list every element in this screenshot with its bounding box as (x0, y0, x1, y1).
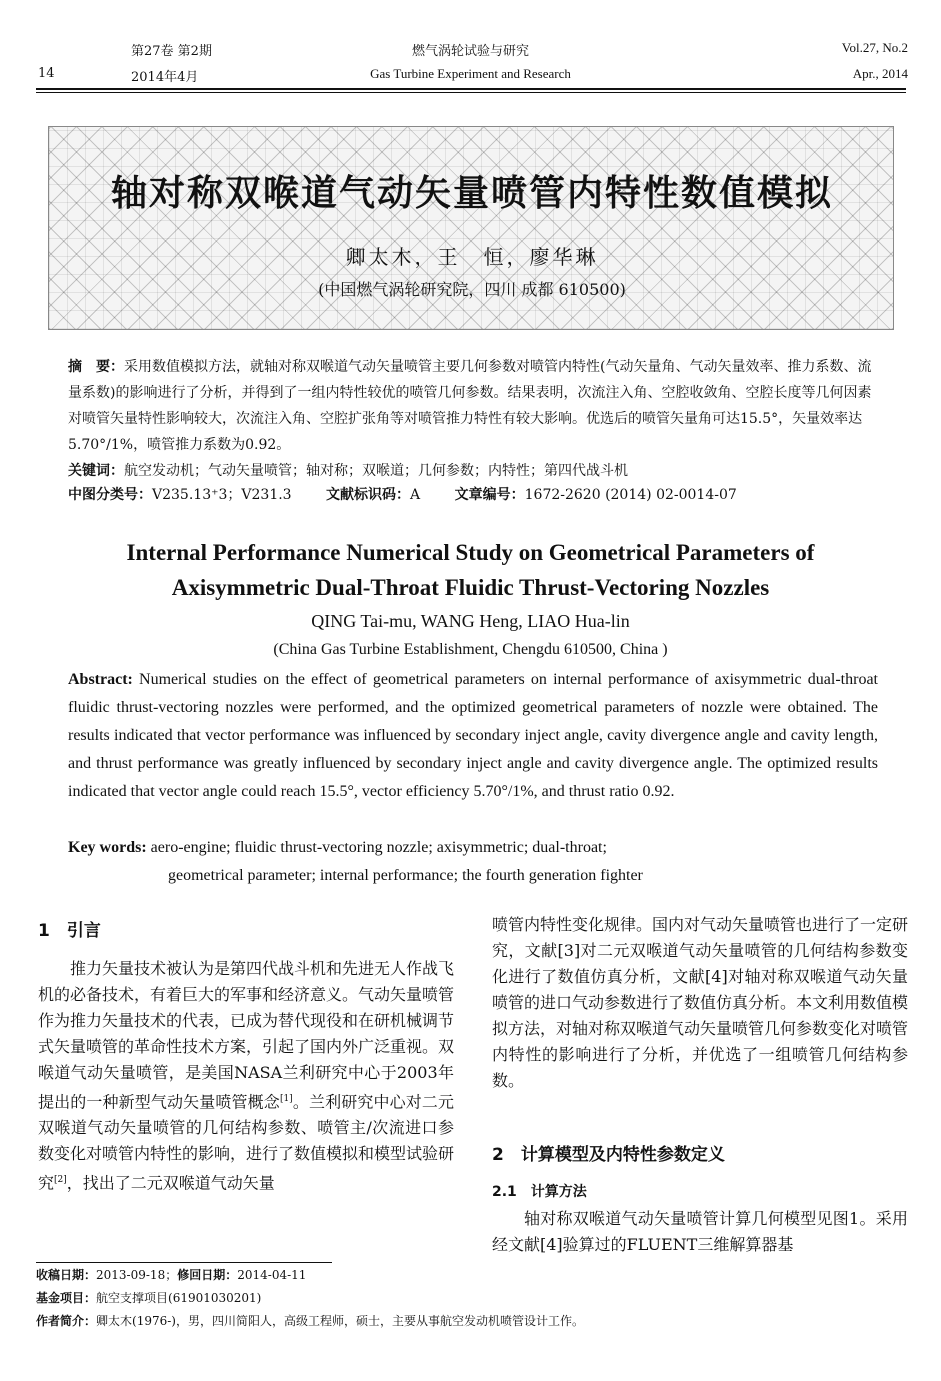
method-paragraph: 轴对称双喉道气动矢量喷管计算几何模型见图1。采用经文献[4]验算过的FLUENT三维解算器基 (492, 1209, 908, 1254)
header-rule (36, 88, 906, 90)
authors-cn: 卿太木，王 恒，廖华琳 (345, 245, 599, 269)
abstract-cn-text: 采用数值模拟方法，就轴对称双喉道气动矢量喷管主要几何参数对喷管内特性(气动矢量角、气动矢量效率、推力系数、流量系数)的影响进行了分析，并得到了一组内特性较优的喷管几何参数。结果表明，次流注入角、空腔收敛角、空腔长度等几何因素对喷管矢量特性影响较大，次流注入角、空腔扩张角等对喷管推力特性有较大影响。优选后的喷管矢量角可达15.5°，矢量效率达5.70°/1%，喷管推力系数为0.92。 (68, 359, 872, 453)
article-title-en-line2: Axisymmetric Dual-Throat Fluidic Thrust-Vectoring Nozzles (171, 575, 770, 600)
volume-issue-en: Vol.27, No.2 (841, 40, 908, 55)
keywords-en-line1: aero-engine; fluidic thrust-vectoring nozzle; axisymmetric; dual-throat; (150, 839, 607, 856)
revised-label: 修回日期： (177, 1268, 238, 1282)
article-number-value: 1672-2620 (2014) 02-0014-07 (524, 487, 737, 503)
bio-label: 作者简介： (36, 1314, 97, 1328)
classification-row (68, 484, 767, 504)
footnote-dates: 收稿日期：2013-09-18；修回日期：2014-04-11 (36, 1268, 307, 1282)
volume-issue-cn: 第27卷 第2期 (131, 44, 212, 59)
intro-text-b: 。兰利研究中心对二元双喉道气动矢量喷管的几何结构参数、喷管主/次流进口参数变化对喷管内特性的影响，进行了数值模拟和模型试验研究 (38, 1092, 455, 1193)
intro-text-c: ，找出了二元双喉道气动矢量 (66, 1173, 275, 1193)
abstract-cn (68, 354, 883, 458)
article-title-en-line1: Internal Performance Numerical Study on Geometrical Parameters of (126, 540, 815, 565)
abstract-cn-label: 摘 要： (68, 359, 124, 375)
date-cn: 2014年4月 (131, 70, 199, 85)
footnote-bio (36, 1312, 584, 1329)
keywords-en-line2: geometrical parameter; internal performance; the fourth generation fighter (168, 867, 643, 884)
header-rule-thin (36, 92, 906, 93)
section-heading-intro: 1 引言 (38, 921, 101, 941)
title-box (48, 126, 894, 330)
abstract-en-label: Abstract (68, 671, 128, 688)
subsection-heading-method: 2.1 计算方法 (492, 1184, 587, 1200)
received-label: 收稿日期： (36, 1268, 97, 1282)
citation-2: [2] (54, 1175, 67, 1186)
section-heading-model: 2 计算模型及内特性参数定义 (492, 1145, 725, 1165)
journal-title-en: Gas Turbine Experiment and Research (370, 66, 571, 81)
article-number-label: 文章编号： (454, 487, 525, 503)
abstract-en-text: Numerical studies on the effect of geometrical parameters on internal performance of axisymmetric dual-throat fluidic thrust-vectoring nozzles were performed, and the optimized geometrical parameters of nozzle were obtained. The results indicated that vector performance was influenced by secondary inject angle, cavity divergence angle and cavity length, and thrust performance was greatly influenced by secondary inject angle and cavity divergence angle. The optimized results indicated that vector angle could reach 15.5°, vector efficiency 5.70°/1%, and thrust ratio 0.92. (68, 671, 879, 800)
authors-en: QING Tai-mu, WANG Heng, LIAO Hua-lin (311, 611, 630, 631)
keywords-cn-text: 航空发动机；气动矢量喷管；轴对称；双喉道；几何参数；内特性；第四代战斗机 (124, 463, 628, 479)
footnote-fund (36, 1289, 261, 1306)
keywords-cn-label: 关键词： (68, 463, 124, 479)
keywords-cn (68, 458, 883, 484)
article-title-cn: 轴对称双喉道气动矢量喷管内特性数值模拟 (110, 173, 833, 214)
fund-text: 航空支撑项目(61901030201) (96, 1291, 262, 1305)
revised-date: 2014-04-11 (237, 1268, 307, 1282)
doc-code-value: A (410, 487, 421, 503)
clc-value: V235.13⁺3；V231.3 (152, 487, 292, 503)
keywords-en: Key words: aero-engine; fluidic thrust-vectoring nozzle; axisymmetric; dual-throat; geometrical parameter; internal performance; the fourth generation fighter (68, 834, 878, 890)
clc-label: 中图分类号： (68, 487, 152, 503)
received-date: 2013-09-18 (96, 1268, 166, 1282)
keywords-en-label: Key words (68, 839, 142, 856)
citation-1: [1] (279, 1094, 293, 1104)
footnote-rule (36, 1262, 332, 1263)
intro-paragraph-right: 喷管内特性变化规律。国内对气动矢量喷管也进行了一定研究，文献[3]对二元双喉道气动矢量喷管的几何结构参数变化进行了数值仿真分析，文献[4]对轴对称双喉道气动矢量喷管的进口气动参数进行了数值仿真分析。本文利用数值模拟方法，对轴对称双喉道气动矢量喷管几何参数变化对喷管内特性的影响进行了分析，并优选了一组喷管几何结构参数。 (492, 915, 909, 1090)
journal-title-cn: 燃气涡轮试验与研究 (411, 44, 529, 59)
affiliation-en: (China Gas Turbine Establishment, Chengdu 610500, China ) (273, 641, 668, 658)
doc-code-label: 文献标识码： (326, 487, 411, 503)
page-number: 14 (38, 66, 55, 81)
intro-text-a: 推力矢量技术被认为是第四代战斗机和先进无人作战飞机的必备技术，有着巨大的军事和经济意义。气动矢量喷管作为推力矢量技术的代表，已成为替代现役和在研机械调节式矢量喷管的革命性技术方案，引起了国内外广泛重视。双喉道气动矢量喷管，是美国NASA兰利研究中心于2003年提出的一种新型气动矢量喷管概念 (38, 959, 455, 1112)
abstract-en: Abstract: Numerical studies on the effect of geometrical parameters on internal performance of axisymmetric dual-throat fluidic thrust-vectoring nozzles were performed, and the optimized geometrical parameters of nozzle were obtained. The results indicated that vector performance was influenced by secondary inject angle, cavity divergence angle and cavity length, and thrust performance was greatly influenced by secondary inject angle and cavity divergence angle. The optimized results indicated that vector angle could reach 15.5°, vector efficiency 5.70°/1%, and thrust ratio 0.92. (68, 671, 879, 800)
fund-label: 基金项目： (36, 1291, 97, 1305)
date-en: Apr., 2014 (852, 66, 908, 81)
bio-text: 卿太木(1976-)，男，四川简阳人，高级工程师，硕士，主要从事航空发动机喷管设计工作。 (96, 1314, 584, 1328)
affiliation-cn: (中国燃气涡轮研究院，四川 成都 610500) (318, 280, 626, 299)
intro-paragraph-left (38, 956, 454, 1197)
